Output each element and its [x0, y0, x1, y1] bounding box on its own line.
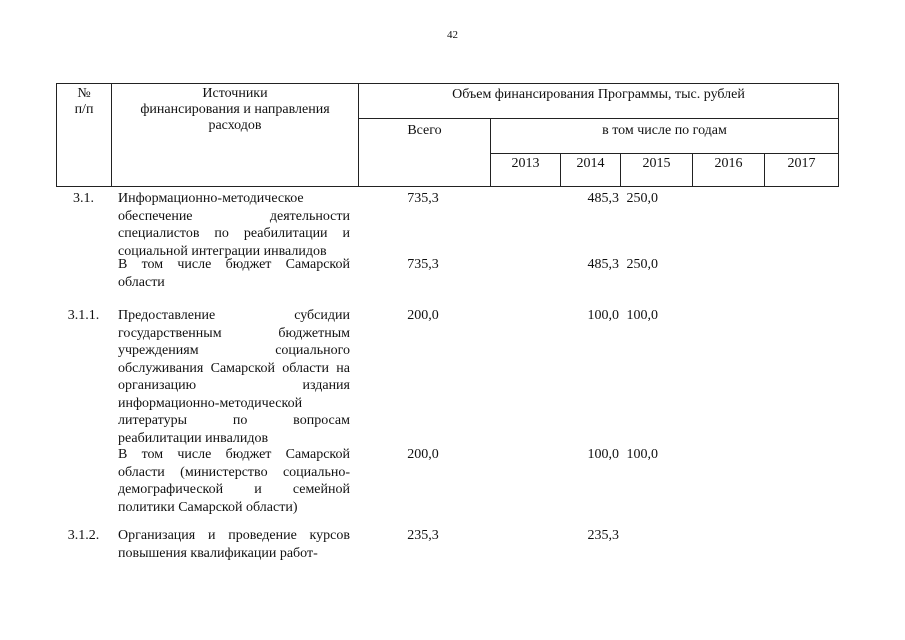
header-funding: Объем финансирования Программы, тыс. рублей — [358, 83, 839, 119]
row-value-2014: 250,0 — [626, 257, 658, 272]
row-description: Организация и проведение курсов повышения квалификации работ- — [118, 528, 350, 561]
row-total: 200,0 — [407, 308, 439, 323]
header-year-2014: 2014 — [560, 153, 621, 187]
header-year-2015: 2015 — [620, 153, 693, 187]
header-year-2017: 2017 — [764, 153, 839, 187]
row-description: Информационно-методическое обеспечение деятельности специалистов по реабилитации и социальной интеграции инвалидов — [118, 191, 350, 259]
row-value-2014: 100,0 — [626, 308, 658, 323]
row-number: 3.1.2. — [67, 528, 100, 543]
row-description: В том числе бюджет Самарской области — [118, 257, 350, 290]
header-source: Источники финансирования и направления расходов — [111, 83, 359, 187]
header-year-2013: 2013 — [490, 153, 561, 187]
row-total: 735,3 — [407, 191, 439, 206]
header-by-years: в том числе по годам — [490, 118, 839, 154]
row-number: 3.1.1. — [67, 308, 100, 323]
row-description: В том числе бюджет Самарской области (министерство социально-демографической и семейной политики Самарской области) — [118, 447, 350, 515]
row-total: 735,3 — [407, 257, 439, 272]
row-total: 200,0 — [407, 447, 439, 462]
row-description: Предоставление субсидии государственным бюджетным учреждениям социального обслуживания Самарской области на организацию издания информационно-методической литературы по вопросам реабилитации инвалидов — [118, 308, 350, 446]
row-value-2013: 485,3 — [587, 257, 619, 272]
header-total: Всего — [358, 118, 491, 187]
page-number: 42 — [447, 29, 458, 41]
header-no: № п/п — [56, 83, 112, 187]
row-value-2013: 100,0 — [587, 447, 619, 462]
header-year-2016: 2016 — [692, 153, 765, 187]
row-value-2013: 235,3 — [587, 528, 619, 543]
row-number: 3.1. — [73, 191, 94, 206]
table-header — [56, 83, 839, 187]
row-total: 235,3 — [407, 528, 439, 543]
row-value-2013: 485,3 — [587, 191, 619, 206]
row-value-2013: 100,0 — [587, 308, 619, 323]
row-value-2014: 100,0 — [626, 447, 658, 462]
row-value-2014: 250,0 — [626, 191, 658, 206]
